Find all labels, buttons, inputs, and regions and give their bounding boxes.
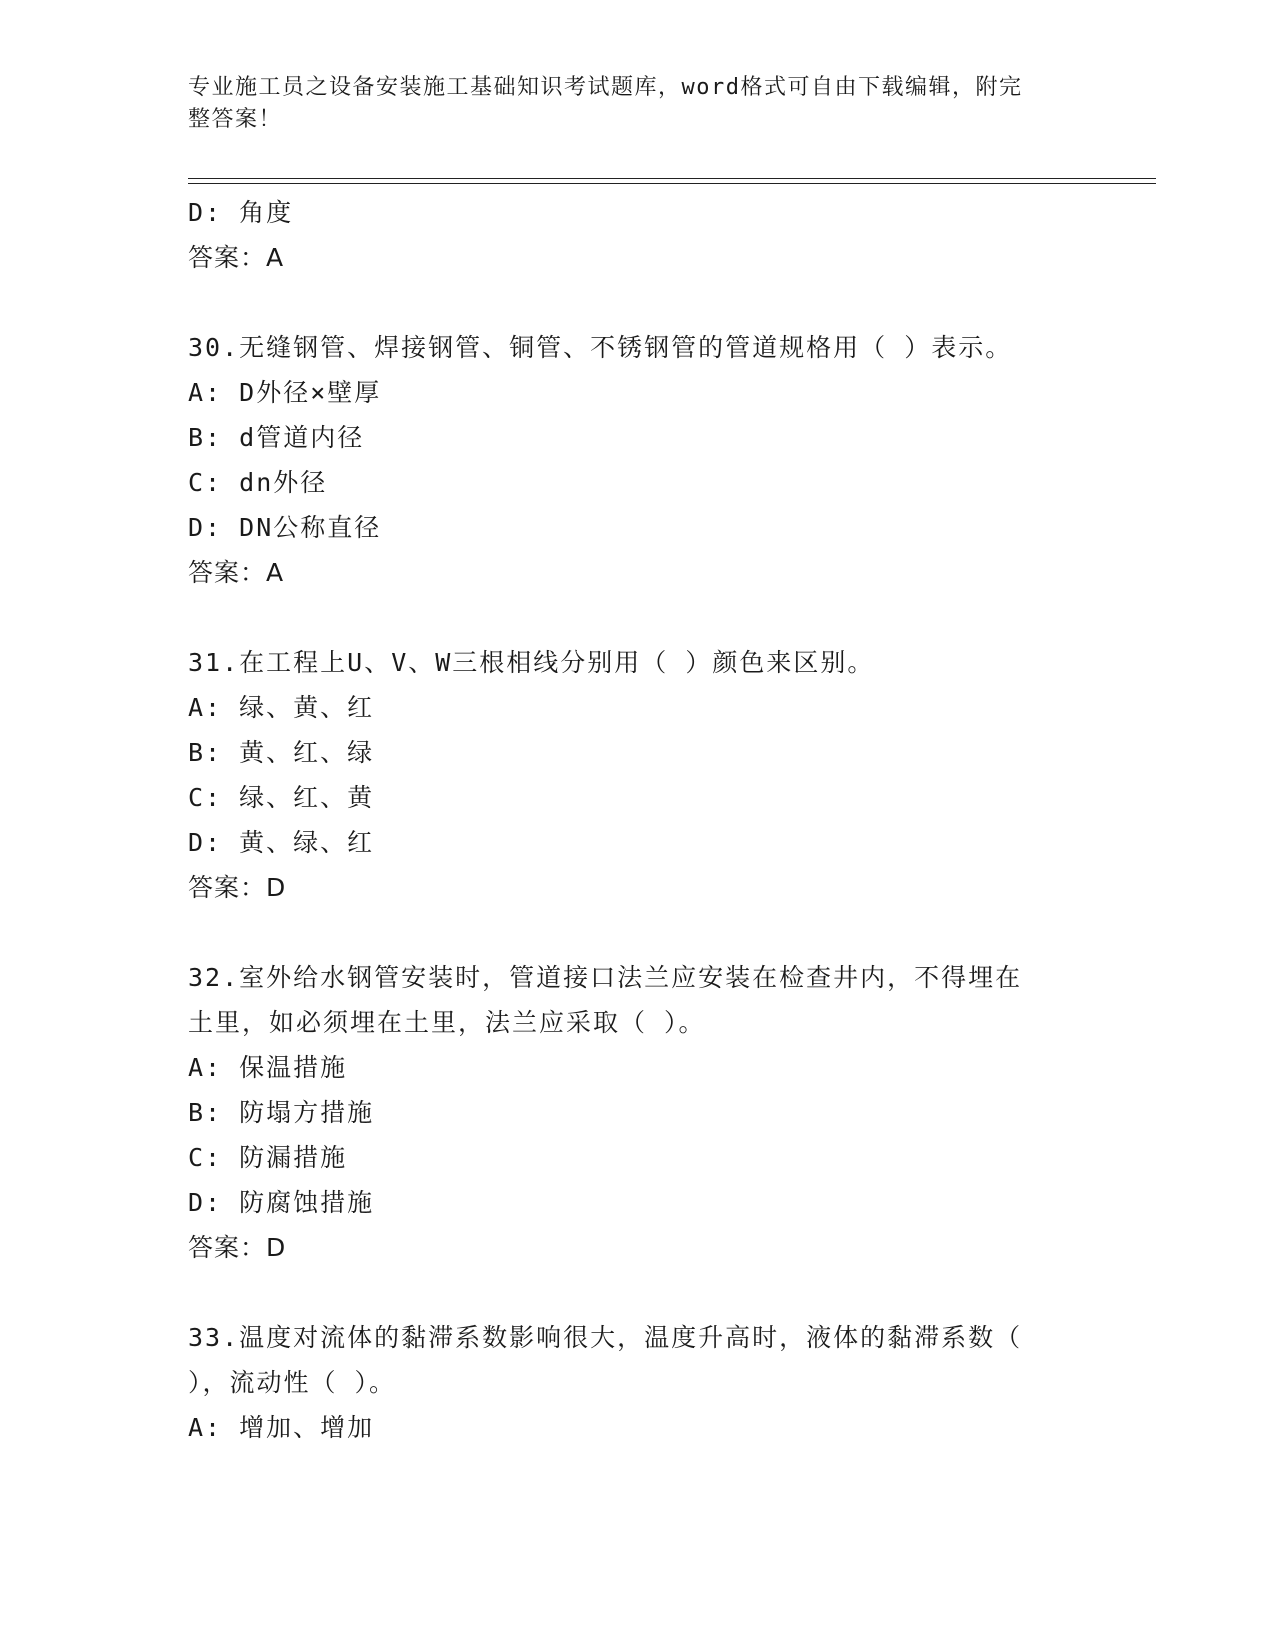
spacer [188, 595, 1088, 640]
option-b: B: 防塌方措施 [188, 1098, 375, 1127]
question-stem-line-1: 33.温度对流体的黏滞系数影响很大，温度升高时，液体的黏滞系数（ [188, 1323, 1023, 1352]
question-stem-line-2: 土里，如必须埋在土里，法兰应采取（ ）。 [188, 1008, 706, 1037]
option-a: A: 保温措施 [188, 1053, 348, 1082]
option-c: C: dn外径 [188, 468, 328, 497]
header-line-2: 整答案！ [188, 107, 283, 132]
question-29-tail [188, 190, 1088, 280]
option-c: C: 防漏措施 [188, 1143, 348, 1172]
spacer [188, 910, 1088, 955]
option-b: B: d管道内径 [188, 423, 365, 452]
option-c: C: 绿、红、黄 [188, 783, 375, 812]
page-header [188, 72, 1068, 136]
header-divider-bottom [188, 183, 1156, 184]
option-b: B: 黄、红、绿 [188, 738, 375, 767]
option-d: D: 防腐蚀措施 [188, 1188, 375, 1217]
answer-line: 答案：A [188, 558, 285, 587]
answer-line: 答案：D [188, 873, 287, 902]
answer-line: 答案：A [188, 243, 285, 272]
question-stem: 30.无缝钢管、焊接钢管、铜管、不锈钢管的管道规格用（ ）表示。 [188, 333, 1013, 362]
option-a: A: 增加、增加 [188, 1413, 375, 1442]
question-32 [188, 955, 1088, 1270]
option-d: D: 黄、绿、红 [188, 828, 375, 857]
answer-line: 答案：D [188, 1233, 287, 1262]
header-divider-top [188, 178, 1156, 179]
option-d: D: 角度 [188, 198, 294, 227]
spacer [188, 1270, 1088, 1315]
header-line-1: 专业施工员之设备安装施工基础知识考试题库，word格式可自由下载编辑，附完 [188, 75, 1023, 100]
question-stem-line-1: 32.室外给水钢管安装时，管道接口法兰应安装在检查井内，不得埋在 [188, 963, 1023, 992]
option-d: D: DN公称直径 [188, 513, 382, 542]
question-30 [188, 325, 1088, 595]
option-a: A: D外径×壁厚 [188, 378, 382, 407]
question-list [188, 190, 1088, 1450]
question-stem: 31.在工程上U、V、W三根相线分别用（ ）颜色来区别。 [188, 648, 875, 677]
option-a: A: 绿、黄、红 [188, 693, 375, 722]
question-33 [188, 1315, 1088, 1450]
question-31 [188, 640, 1088, 910]
spacer [188, 280, 1088, 325]
question-stem-line-2: ），流动性（ ）。 [188, 1368, 397, 1397]
